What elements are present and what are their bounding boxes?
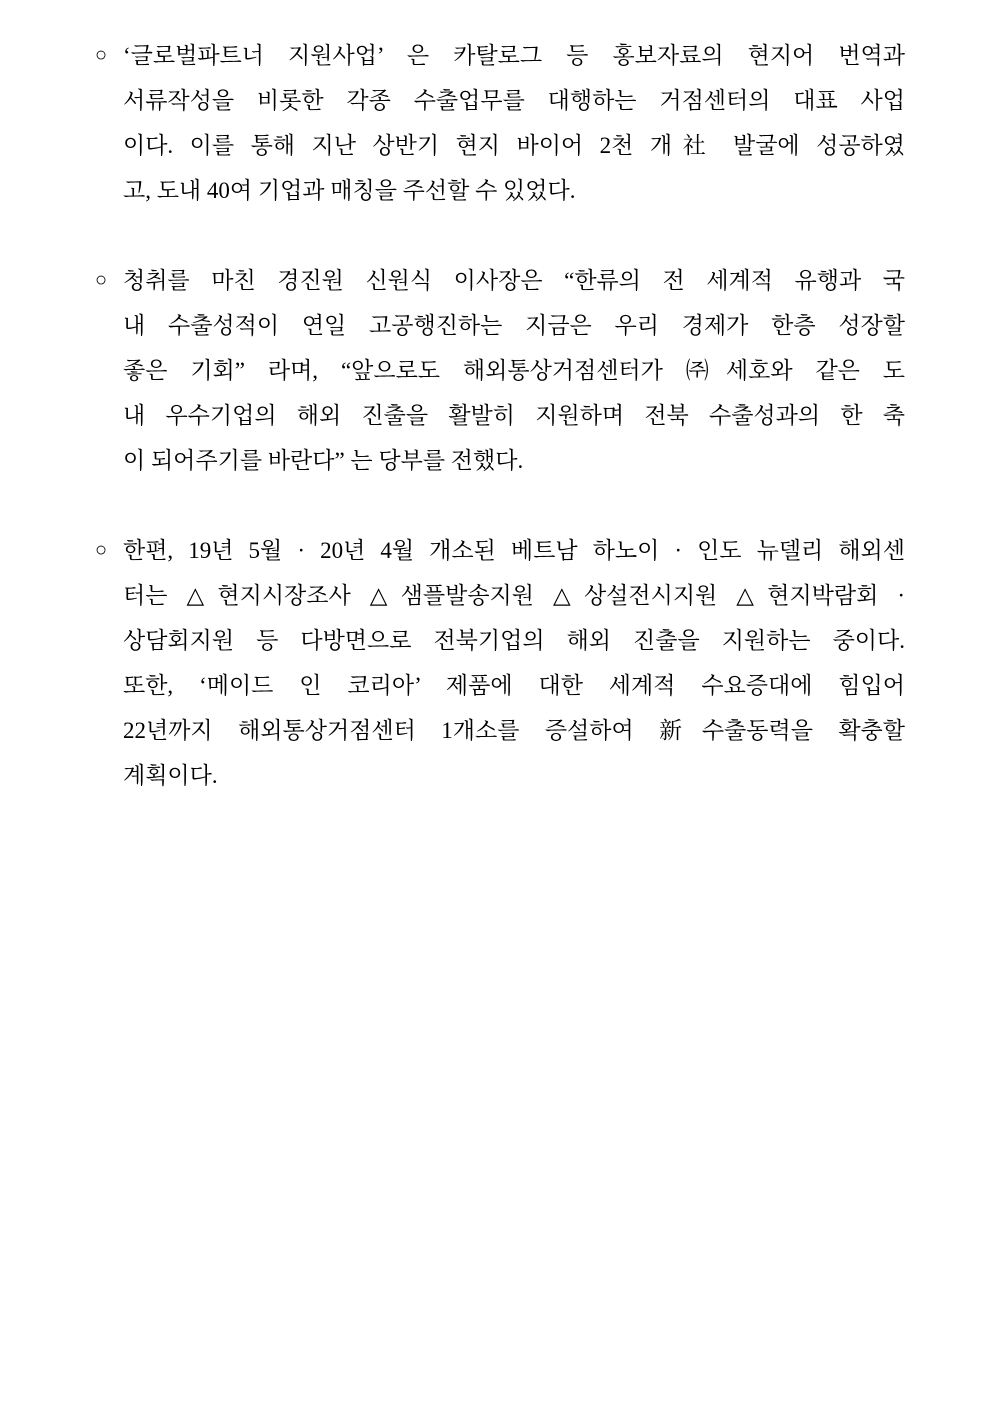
bullet-paragraph: [95, 33, 905, 213]
text-line: 이 되어주기를 바란다” 는 당부를 전했다.: [123, 448, 524, 473]
paragraph-lines: [123, 528, 905, 798]
paragraph-lines: [123, 33, 905, 213]
text-line: 좋은 기회” 라며, “앞으로도 해외통상거점센터가 ㈜세호와 같은 도: [123, 358, 905, 383]
text-line: 이다. 이를 통해 지난 상반기 현지 바이어 2천 개社 발굴에 성공하였: [123, 133, 905, 158]
text-line: 한편, 19년 5월 · 20년 4월 개소된 베트남 하노이 · 인도 뉴델리 해외센: [123, 538, 905, 563]
text-line: 상담회지원 등 다방면으로 전북기업의 해외 진출을 지원하는 중이다.: [123, 628, 905, 653]
text-line: 서류작성을 비롯한 각종 수출업무를 대행하는 거점센터의 대표 사업: [123, 88, 905, 113]
text-line: 내 우수기업의 해외 진출을 활발히 지원하며 전북 수출성과의 한 축: [123, 403, 905, 428]
bullet-marker: ○: [95, 269, 108, 291]
bullet-marker: ○: [95, 44, 108, 66]
bullet-marker: ○: [95, 539, 108, 561]
text-line: 내 수출성적이 연일 고공행진하는 지금은 우리 경제가 한층 성장할: [123, 313, 905, 338]
text-line: 22년까지 해외통상거점센터 1개소를 증설하여 新수출동력을 확충할: [123, 718, 905, 743]
text-line: 청취를 마친 경진원 신원식 이사장은 “한류의 전 세계적 유행과 국: [123, 268, 905, 293]
paragraph-lines: [123, 258, 905, 483]
text-line: ‘글로벌파트너 지원사업’ 은 카탈로그 등 홍보자료의 현지어 번역과: [123, 43, 905, 68]
text-line: 또한, ‘메이드 인 코리아’ 제품에 대한 세계적 수요증대에 힘입어: [123, 673, 905, 698]
text-line: 계획이다.: [123, 763, 218, 788]
text-line: 고, 도내 40여 기업과 매칭을 주선할 수 있었다.: [123, 178, 576, 203]
bullet-paragraph: [95, 258, 905, 483]
bullet-paragraph: [95, 528, 905, 798]
text-line: 터는 △현지시장조사 △샘플발송지원 △상설전시지원 △현지박람회 ·: [123, 583, 905, 608]
